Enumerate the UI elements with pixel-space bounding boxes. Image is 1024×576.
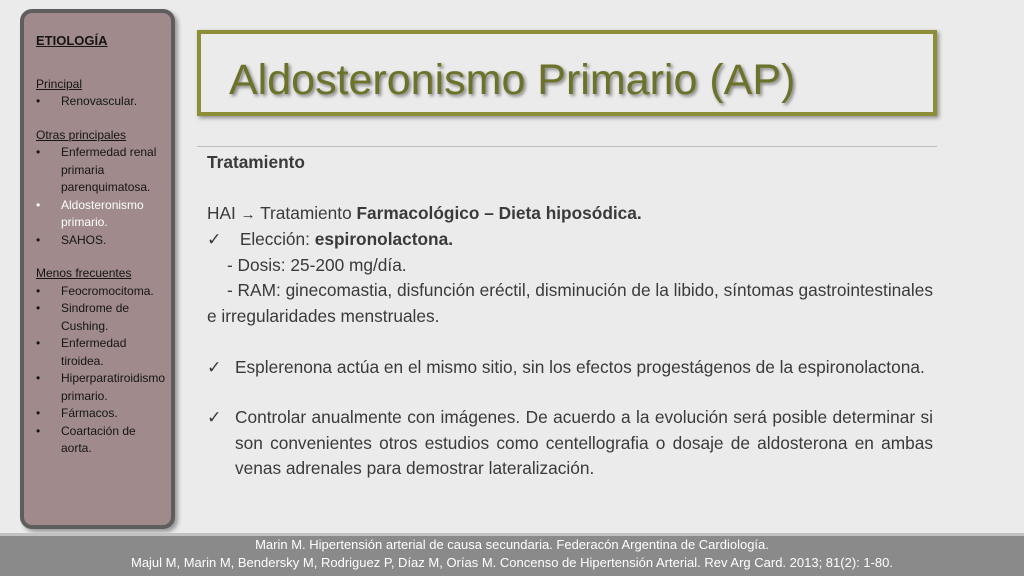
sidebar-list-principal [36,93,161,111]
hai-bold-text: Farmacológico – Dieta hiposódica. [356,202,642,223]
hai-prefix: HAI [207,202,236,223]
bullet-text: Esplerenona actúa en el mismo sitio, sin los efectos progestágenos de la espironolactona. [235,356,925,377]
ram-text: - RAM: ginecomastia, disfunción eréctil, disminución de la libido, síntomas gastrointestinales e irregularidades menstruales. [207,280,933,326]
eleccion-drug: espironolactona. [314,229,454,250]
eleccion-label: Elección: [239,229,310,250]
bullet-esplerenona [207,355,933,381]
eleccion-line [207,227,933,253]
list-item: • Hiperparatiroidismo primario. [36,370,161,405]
sidebar-group-title: Menos frecuentes [36,266,132,280]
footer-references [0,536,1024,576]
bullet-text: Controlar anualmente con imágenes. De acuerdo a la evolución será posible determinar si son convenientes otros estudios como centellografia o dosaje de aldosterona en ambas venas adrenales para demostrar lateralización. [235,407,933,479]
list-item: • SAHOS. [36,232,161,250]
hai-text: Tratamiento [260,202,352,223]
list-item: • Coartación de aorta. [36,423,161,458]
list-item: • Sindrome de Cushing. [36,300,161,335]
list-item: • Enfermedad renal primaria parenquimatosa. [36,144,161,197]
reference-line-1: Marin M. Hipertensión arterial de causa secundaria. Federacón Argentina de Cardiología. [255,537,769,552]
hai-line [207,201,933,228]
sidebar-list-otras [36,144,161,249]
sidebar-heading: ETIOLOGÍA [36,33,108,48]
title-divider [197,146,937,147]
checkmark-icon: ✓ [207,356,222,377]
reference-line-2: Majul M, Marin M, Bendersky M, Rodriguez P, Díaz M, Orías M. Concenso de Hipertensión Arterial. Rev Arg Card. 2013; 81(2): 1-80. [130,555,894,570]
right-arrow-icon: → [240,205,256,223]
list-item-highlighted: • Aldosteronismo primario. [36,197,161,232]
ram-line [207,278,933,329]
list-item: • Feocromocitoma. [36,283,161,301]
checkmark-icon: ✓ [207,407,222,428]
list-item: • Renovascular. [36,93,161,111]
dosis-line: - Dosis: 25-200 mg/día. [227,254,407,275]
sidebar-group-title: Otras principales [36,127,127,142]
list-item: • Fármacos. [36,405,161,423]
etiology-sidebar [20,9,175,529]
list-item: • Enfermedad tiroidea. [36,335,161,370]
slide-title: Aldosteronismo Primario (AP) [229,56,796,104]
sidebar-group-title: Principal [36,76,83,91]
checkmark-icon: ✓ [207,229,222,250]
section-heading: Tratamiento [207,152,305,172]
slide-content [207,150,933,482]
sidebar-list-menos [36,283,166,458]
bullet-control [207,405,933,482]
